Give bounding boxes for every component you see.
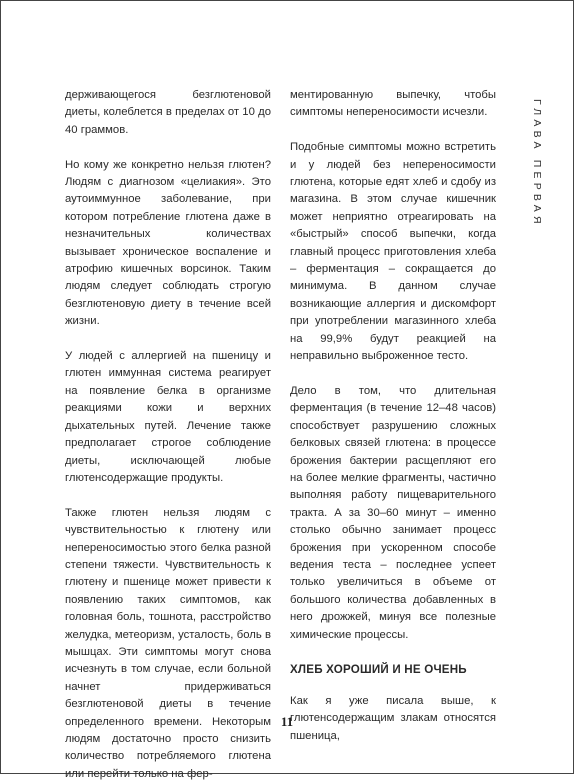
paragraph: Дело в том, что длительная ферментация (в течение 12–48 часов) способствует разрушению сложных белковых связей глютена: в процессе брожения бактерии расщепляют его на более мелкие фрагменты, частично выполняя работу пищеварительного тракта. А за 30–60 минут – именно столько обычно занимает процесс брожения при ускоренном способе ведения теста – последнее успеет только увеличиться в объеме от большого количества добавленных в него дрожжей, минуя все полезные химические процессы.: [290, 384, 496, 641]
right-column: [290, 87, 496, 745]
chapter-label: ГЛАВА ПЕРВАЯ: [531, 99, 543, 228]
paragraph: У людей с аллергией на пшеницу и глютен иммунная система реагирует на появление белка в организме реакциями кожи и верхних дыхательных путей. Лечение также предполагает строгое соблюдение диеты, исключающей любые глютенсодержащие продукты.: [65, 350, 271, 484]
section-heading: ХЛЕБ ХОРОШИЙ И НЕ ОЧЕНЬ: [290, 663, 467, 677]
paragraph: Но кому же конкретно нельзя глютен? Людям с диагнозом «целиакия». Это аутоиммунное заболевание, при котором потребление глютена даже в незначительных количествах вызывает хроническое воспаление и атрофию кишечных ворсинок. Таким людям следует соблюдать строгую безглютеновую диету в течение всей жизни.: [65, 158, 271, 328]
paragraph: ментированную выпечку, чтобы симптомы непереносимости исчезли.: [290, 89, 496, 119]
paragraph: держивающегося безглютеновой диеты, колеблется в пределах от 10 до 40 граммов.: [65, 89, 271, 136]
paragraph: Подобные симптомы можно встретить и у людей без непереносимости глютена, которые едят хлеб и сдобу из магазина. В этом случае кишечник может неприятно отреагировать на «быстрый» способ выпечки, когда главный процесс приготовления хлеба – ферментация – сокращается до минимума. В данном случае возникающие аллергия и дискомфорт при употреблении магазинного хлеба на 99,9% будут реакцией на неправильно выброженное тесто.: [290, 141, 496, 363]
left-column: [65, 87, 271, 783]
page-number: 11: [280, 714, 294, 729]
paragraph: Как я уже писала выше, к глютенсодержащим злакам относятся пшеница,: [290, 694, 496, 742]
paragraph: Также глютен нельзя людям с чувствительностью к глютену или непереносимостью этого белка разной степени тяжести. Чувствительность к глютену и пшенице может привести к появлению таких симптомов, как головная боль, тошнота, расстройство желудка, метеоризм, усталость, боль в мышцах. Эти симптомы могут снова исчезнуть в том случае, если больной начнет придерживаться безглютеновой диеты в течение определенного времени. Некоторым людям достаточно просто снизить количество потребляемого глютена или перейти только на фер-: [65, 506, 271, 780]
